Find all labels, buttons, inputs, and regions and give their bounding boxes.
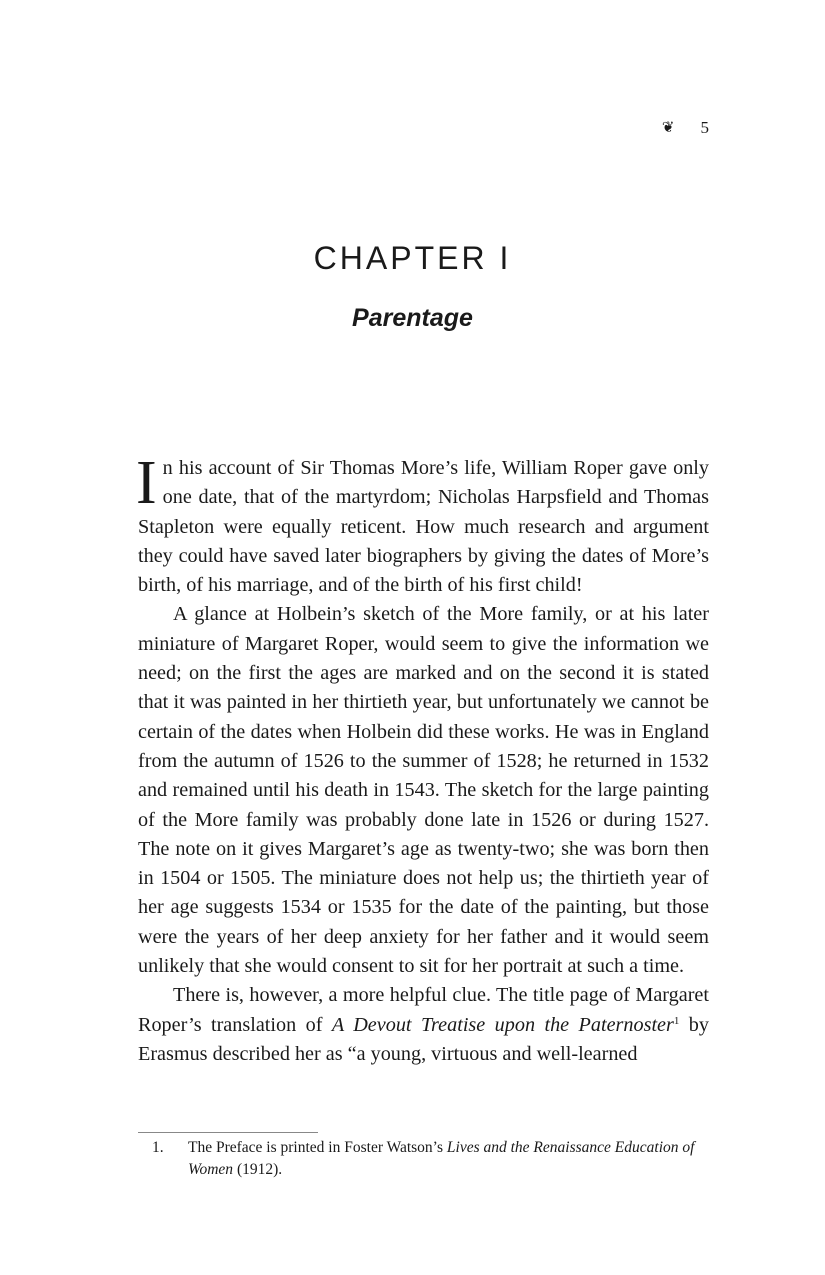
paragraph-2: A glance at Holbein’s sketch of the More family, or at his later miniature of Margaret Roper, would seem to give the information we need; on the first the ages are marked and on the second it is stated that it was painted in her thirtieth year, but unfortunately we cannot be certain of the dates when Holbein did these works. He was in England from the autumn of 1526 to the summer of 1528; he returned in 1532 and remained until his death in 1543. The sketch for the large painting of the More family was probably done late in 1526 or during 1527. The note on it gives Margaret’s age as twenty-two; she was born then in 1504 or 1505. The miniature does not help us; the thirtieth year of her age suggests 1534 or 1535 for the date of the painting, but those were the years of her deep anxiety for her father and it would seem unlikely that she would consent to sit for her portrait at such a time.	[138, 603, 709, 978]
footnote-number: 1.	[152, 1139, 164, 1156]
paragraph-3-text-end: by Erasmus described her as “a young, virtuous and well-learned	[138, 1013, 709, 1065]
footnote-book-title: Lives and the Renaissance Education of Women	[188, 1139, 695, 1178]
chapter-body	[136, 449, 709, 1069]
footnote-text	[188, 1137, 710, 1181]
paragraph-1	[136, 449, 709, 600]
footnote-text-end: (1912).	[233, 1161, 283, 1178]
drop-cap: I	[136, 449, 157, 517]
running-head	[662, 118, 709, 138]
paragraph-3-text-start: There is, however, a more helpful clue. The title page of Margaret Roper’s translation of	[138, 984, 709, 1036]
page-number: 5	[700, 118, 709, 137]
footnote	[152, 1137, 710, 1181]
chapter-title: CHAPTER I	[313, 240, 512, 276]
footnote-reference[interactable]: 1	[673, 1014, 680, 1027]
fleuron-ornament-icon: ❦	[661, 119, 675, 136]
footnote-divider	[138, 1132, 318, 1133]
chapter-subtitle: Parentage	[352, 304, 473, 332]
book-title-paternoster: A Devout Treatise upon the Paternoster	[331, 1013, 674, 1036]
paragraph-1-text: n his account of Sir Thomas More’s life, William Roper gave only one date, that of the martyrdom; Nicholas Harpsfield and Thomas Stapleton were equally reticent. How much research and argument they could have saved later biographers by giving the dates of More’s birth, of his marriage, and of the birth of his first child!	[138, 457, 709, 597]
paragraph-3	[138, 981, 709, 1069]
footnote-text-start: The Preface is printed in Foster Watson’s	[188, 1139, 447, 1156]
